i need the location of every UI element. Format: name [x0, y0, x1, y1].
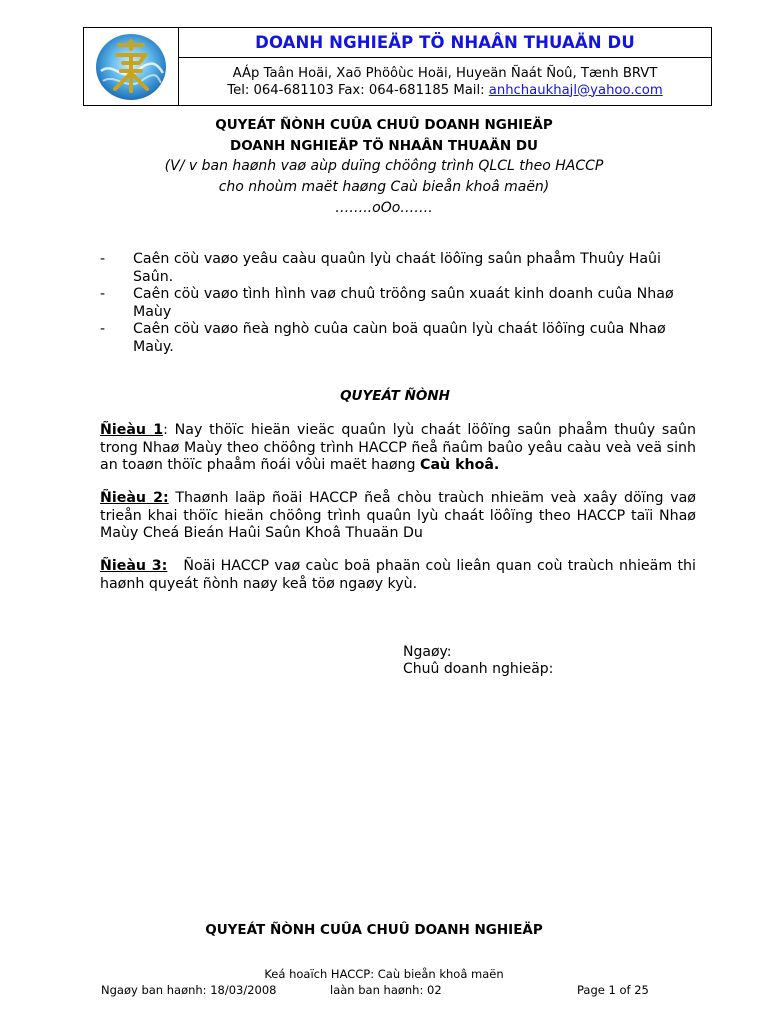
signature-signer: Chuû doanh nghieäp: — [403, 661, 554, 677]
enterprise-title: DOANH NGHIEÄP TÖ NHAÂN THUAÄN DU — [229, 138, 539, 154]
company-name: DOANH NGHIEÄP TÖ NHAÂN THUAÄN DU — [179, 28, 711, 58]
company-address: AÁp Taân Hoäi, Xaõ Phöôùc Hoäi, Huyeän Ñaát Ñoû, Tænh BRVT — [232, 65, 658, 81]
article-label: Ñieàu 2: — [100, 490, 169, 506]
list-item — [100, 251, 696, 286]
article-label: Ñieàu 3: — [100, 558, 168, 574]
article-3 — [100, 558, 696, 593]
contact-line — [227, 82, 662, 99]
list-item — [100, 286, 696, 321]
bullet-text: Caên cöù vaøo ñeà nghò cuûa caùn boä quaûn lyù chaát löôïng cuûa Nhaø Maùy. — [133, 321, 666, 355]
list-item — [100, 321, 696, 356]
subject-line-1: (V/ v ban haønh vaø aùp duïng chöông trình QLCL theo HACCP — [164, 158, 604, 174]
article-sep: : — [163, 422, 175, 438]
article-text: Ñoäi HACCP vaø caùc boä phaän coù lieân quan coù traùch nhieäm thi haønh quyeát ñònh naøy keå töø ngaøy kyù. — [100, 558, 696, 592]
bullet-dash: - — [100, 286, 106, 302]
footer-issue-date: Ngaøy ban haønh: 18/03/2008 — [101, 983, 277, 997]
article-text: Nay thöïc hieän vieäc quaûn lyù chaát löôïng saûn phaåm thuûy saûn trong Nhaø Maùy theo chöông trình HACCP ñeå ñaûm baûo yeâu caàu veà veä sinh an toaøn thöïc phaåm ñoái vôùi maët haøng — [100, 422, 696, 473]
signature-date: Ngaøy: — [403, 644, 452, 660]
article-bold-tail: Caù khoâ. — [420, 457, 500, 473]
company-info-cell — [179, 28, 711, 105]
article-2 — [100, 490, 696, 543]
article-text: Thaønh laäp ñoäi HACCP ñeå chòu traùch nhieäm veà xaây döïng vaø trieån khai thöïc hieän chöông trình quaûn lyù chaát löôïng theo HACCP taïi Nhaø Maùy Cheá Bieán Haûi Saûn Khoâ Thuaän Du — [100, 490, 696, 541]
basis-list — [100, 251, 696, 356]
bullet-dash: - — [100, 251, 106, 267]
company-logo-icon — [93, 31, 169, 103]
header-table — [83, 27, 712, 106]
article-sep — [167, 558, 183, 574]
contact-phones: Tel: 064-681103 Fax: 064-681185 Mail: — [227, 82, 489, 98]
footer-plan: Keá hoaïch HACCP: Caù bieån khoâ maën — [264, 967, 504, 981]
subject-line-2: cho nhoùm maët haøng Caù bieån khoâ maën) — [218, 179, 550, 195]
article-label: Ñieàu 1 — [100, 422, 164, 438]
footer-page-number: Page 1 of 25 — [577, 983, 649, 997]
article-1 — [100, 422, 696, 475]
address-block — [179, 58, 711, 105]
footer-revision: laàn ban haønh: 02 — [330, 983, 442, 997]
decision-title: QUYEÁT ÑÒNH CUÛA CHUÛ DOANH NGHIEÄP — [215, 117, 553, 133]
ornament-divider: ……..oOo……. — [335, 200, 433, 216]
email-link[interactable]: anhchaukhajl@yahoo.com — [488, 82, 663, 98]
bullet-dash: - — [100, 321, 106, 337]
decision-heading: QUYEÁT ÑÒNH — [340, 388, 450, 404]
bullet-text: Caên cöù vaøo tình hình vaø chuû tröông saûn xuaát kinh doanh cuûa Nhaø Maùy — [133, 286, 674, 320]
bullet-text: Caên cöù vaøo yeâu caàu quaûn lyù chaát löôïng saûn phaåm Thuûy Haûi Saûn. — [133, 251, 661, 285]
logo-cell — [84, 28, 179, 105]
footer-repeat-title: QUYEÁT ÑÒNH CUÛA CHUÛ DOANH NGHIEÄP — [205, 922, 543, 938]
